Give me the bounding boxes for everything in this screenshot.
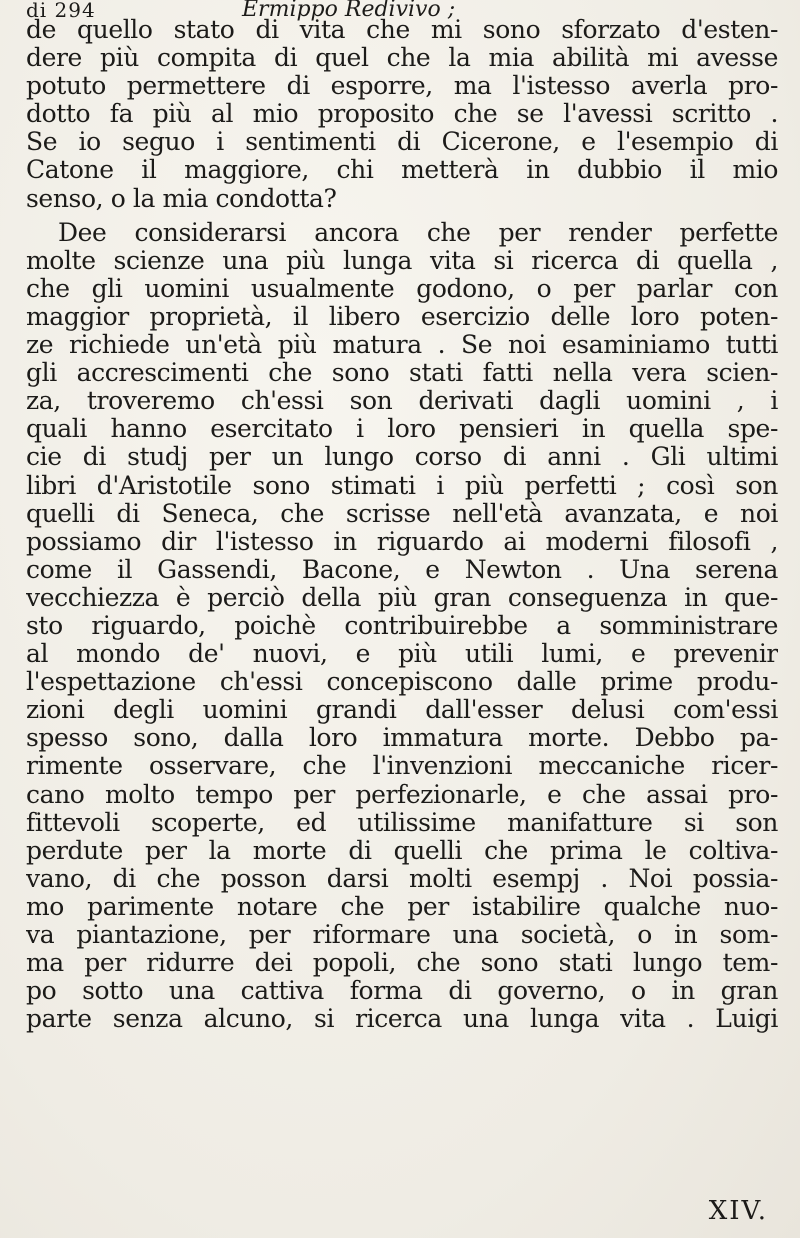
text-line: maggior proprietà, il libero esercizio delle loro poten- (26, 302, 778, 331)
text-line: al mondo de' nuovi, e più utili lumi, e prevenir (26, 640, 778, 669)
text-line: ze richiede un'età più matura . Se noi esaminiamo tutti (26, 331, 778, 360)
text-line: che gli uomini usualmente godono, o per parlar con (26, 274, 778, 303)
text-line: parte senza alcuno, si ricerca una lunga vita . Luigi (26, 1005, 778, 1034)
text-line: come il Gassendi, Bacone, e Newton . Una serena (26, 555, 778, 584)
text-line: perdute per la morte di quelli che prima le coltiva- (26, 836, 778, 865)
text-line: Dee considerarsi ancora che per render perfette (58, 218, 778, 247)
text-line: cie di studj per un lungo corso di anni . Gli ultimi (26, 443, 778, 472)
text-line: quelli di Seneca, che scrisse nell'età avanzata, e noi (26, 499, 778, 528)
text-line: vano, di che posson darsi molti esempj . Noi possia- (26, 864, 778, 893)
text-line: quali hanno esercitato i loro pensieri in quella spe- (26, 415, 778, 444)
text-line: sto riguardo, poichè contribuirebbe a somministrare (26, 611, 778, 640)
text-line: ma per ridurre dei popoli, che sono stati lungo tem- (26, 949, 778, 978)
text-line: libri d'Aristotile sono stimati i più perfetti ; così son (26, 471, 778, 500)
text-line: possiamo dir l'istesso in riguardo ai moderni filosofi , (26, 527, 778, 556)
text-line: l'espettazione ch'essi concepiscono dalle prime produ- (26, 668, 778, 697)
body-text (26, 16, 778, 1033)
text-line: po sotto una cattiva forma di governo, o in gran (26, 977, 778, 1006)
page-number: di 294 (26, 0, 96, 22)
text-line: zioni degli uomini grandi dall'esser delusi com'essi (26, 696, 778, 725)
text-line: spesso sono, dalla loro immatura morte. Debbo pa- (26, 724, 778, 753)
text-line: mo parimente notare che per istabilire qualche nuo- (26, 892, 778, 921)
text-line: potuto permettere di esporre, ma l'istesso averla pro- (26, 72, 778, 101)
text-line: de quello stato di vita che mi sono sforzato d'esten- (26, 16, 778, 44)
text-line: cano molto tempo per perfezionarle, e che assai pro- (26, 780, 778, 809)
text-line: rimente osservare, che l'invenzioni meccaniche ricer- (26, 752, 778, 781)
text-line: fittevoli scoperte, ed utilissime manifatture si son (26, 808, 778, 837)
text-line: za, troveremo ch'essi son derivati dagli uomini , i (26, 387, 778, 416)
text-line: senso, o la mia condotta? (26, 184, 337, 213)
text-line: molte scienze una più lunga vita si ricerca di quella , (26, 246, 778, 275)
text-line: vecchiezza è perciò della più gran conseguenza in que- (26, 583, 778, 612)
running-title: Ermippo Redivivo ; (242, 0, 456, 22)
text-line: Se io seguo i sentimenti di Cicerone, e l'esempio di (26, 128, 778, 157)
text-line: dotto fa più al mio proposito che se l'avessi scritto . (26, 100, 778, 129)
text-line: dere più compita di quel che la mia abilità mi avesse (26, 44, 778, 73)
text-line: gli accrescimenti che sono stati fatti nella vera scien- (26, 359, 778, 388)
text-line: Catone il maggiore, chi metterà in dubbio il mio (26, 156, 778, 185)
catchword: XIV. (708, 1196, 768, 1226)
text-line: va piantazione, per riformare una società, o in som- (26, 921, 778, 949)
